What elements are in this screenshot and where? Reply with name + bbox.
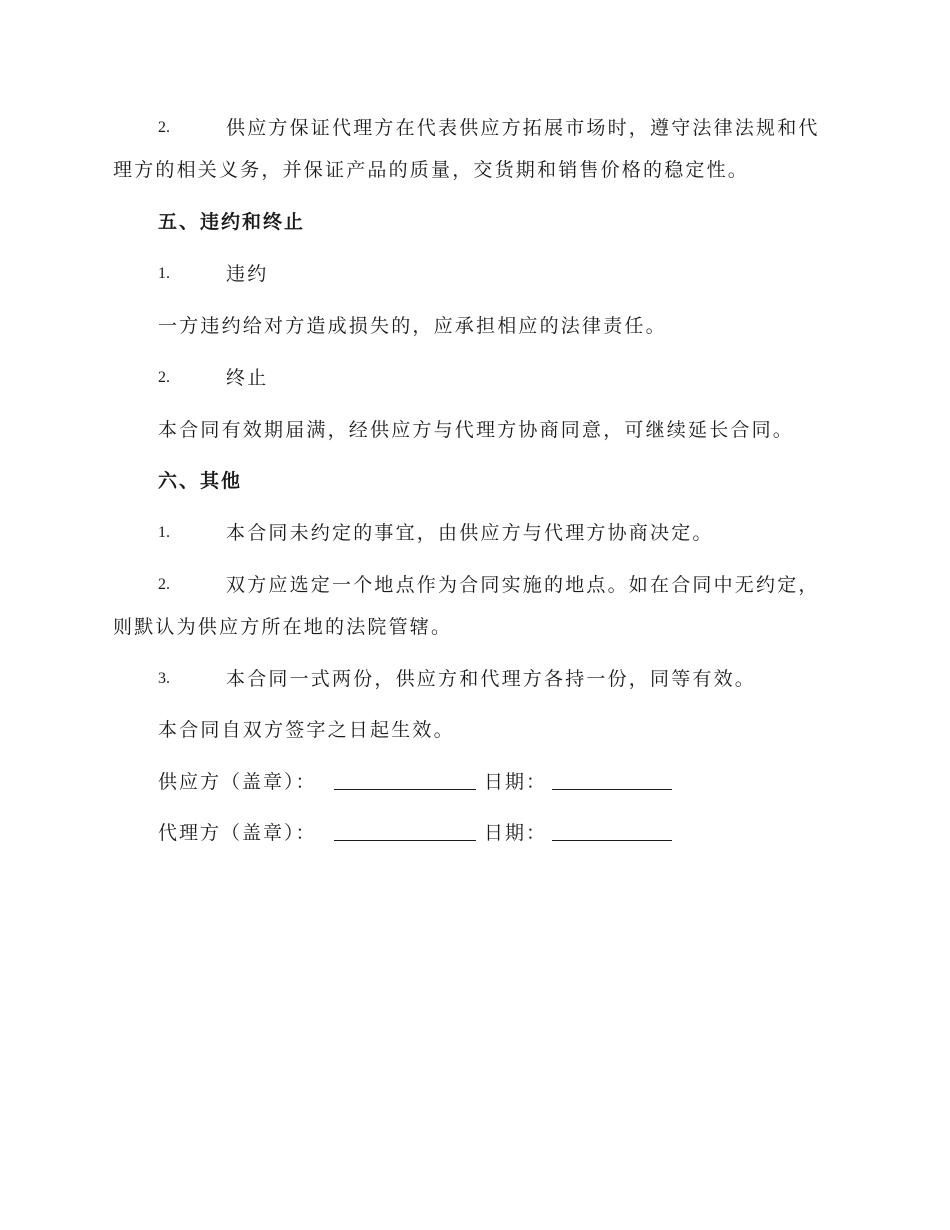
agent-date-blank	[552, 840, 672, 841]
supplier-signature-blank	[334, 789, 476, 790]
clause-title: 终止	[226, 367, 269, 389]
clause-text-line: 则默认为供应方所在地的法院管辖。	[113, 616, 453, 638]
clause-number: 2.	[158, 576, 170, 593]
section-heading: 五、违约和终止	[158, 211, 306, 233]
clause-text-line: 一方违约给对方造成损失的，应承担相应的法律责任。	[158, 315, 667, 337]
clause-text-line: 本合同未约定的事宜，由供应方与代理方协商决定。	[226, 522, 714, 544]
clause-text-line: 双方应选定一个地点作为合同实施的地点。如在合同中无约定，	[226, 574, 820, 596]
clause-text-line: 本合同有效期届满，经供应方与代理方协商同意，可继续延长合同。	[158, 419, 795, 441]
clause-number: 1.	[158, 524, 170, 541]
supplier-date-blank	[552, 789, 672, 790]
effective-statement: 本合同自双方签字之日起生效。	[158, 719, 455, 741]
clause-text-line: 本合同一式两份，供应方和代理方各持一份，同等有效。	[226, 668, 757, 690]
clause-number: 2.	[158, 369, 170, 386]
clause-title: 违约	[226, 263, 269, 285]
agent-signature-blank	[334, 840, 476, 841]
agent-seal-label: 代理方（盖章）：	[158, 822, 317, 844]
clause-text-line: 供应方保证代理方在代表供应方拓展市场时，遵守法律法规和代	[226, 117, 820, 139]
clause-text-line: 理方的相关义务，并保证产品的质量，交货期和销售价格的稳定性。	[113, 159, 750, 181]
supplier-seal-label: 供应方（盖章）：	[158, 771, 317, 793]
clause-number: 1.	[158, 265, 170, 282]
date-label: 日期：	[484, 771, 548, 793]
clause-number: 3.	[158, 670, 170, 687]
clause-number: 2.	[158, 119, 170, 136]
date-label: 日期：	[484, 822, 548, 844]
section-heading: 六、其他	[158, 470, 243, 492]
